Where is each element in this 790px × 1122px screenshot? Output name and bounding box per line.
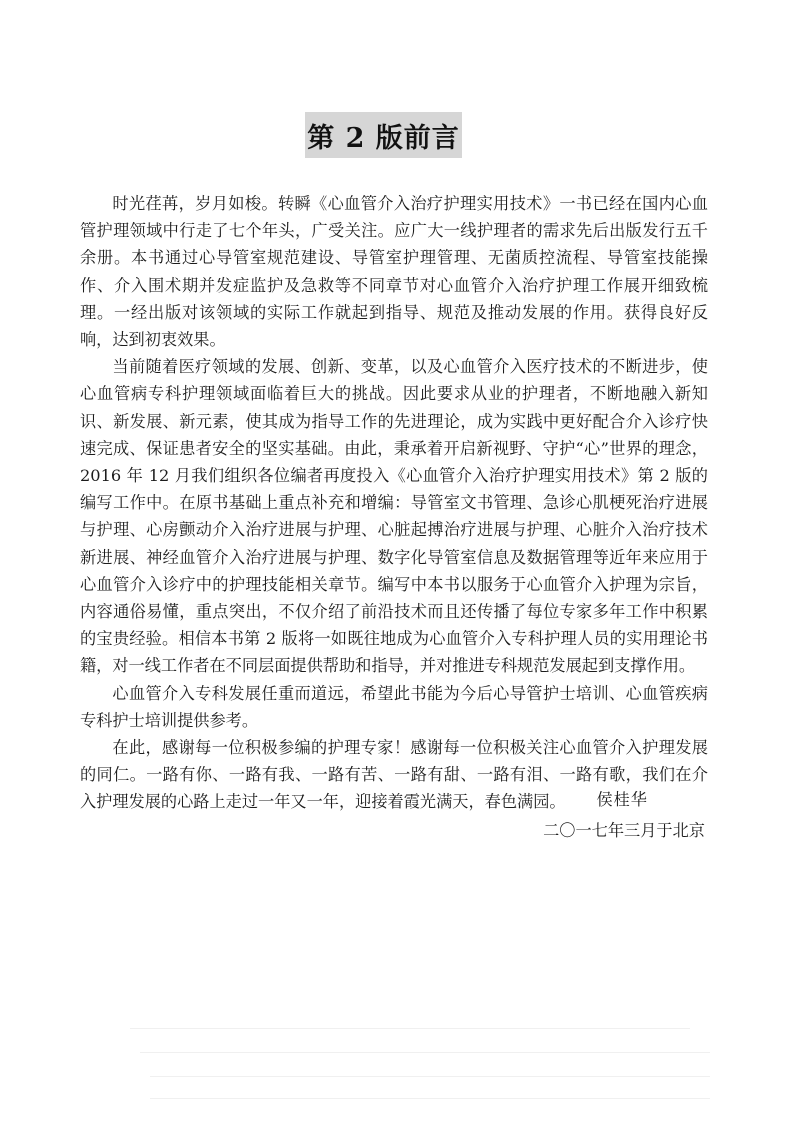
bleed-line — [130, 1028, 690, 1029]
page-bleed-through — [130, 1020, 720, 1110]
paragraph-1: 时光荏苒，岁月如梭。转瞬《心血管介入治疗护理实用技术》一书已经在国内心血管护理领域中行走了七个年头，广受关注。应广大一线护理者的需求先后出版发行五千余册。本书通过心导管室规范建设、导管室护理管理、无菌质控流程、导管室技能操作、介入围术期并发症监护及急救等不同章节对心血管介入治疗护理工作展开细致梳理。一经出版对该领域的实际工作就起到指导、规范及推动发展的作用。获得良好反响，达到初衷效果。 — [80, 194, 708, 350]
paragraph-2: 当前随着医疗领域的发展、创新、变革，以及心血管介入医疗技术的不断进步，使心血管病专科护理领域面临着巨大的挑战。因此要求从业的护理者，不断地融入新知识、新发展、新元素，使其成为指导工作的先进理论，成为实践中更好配合介入诊疗快速完成、保证患者安全的坚实基础。由此，秉承着开启新视野、守护“心”世界的理念，2016 年 12 月我们组织各位编者再度投入《心血管介入治疗护理实用技术》第 2 版的编写工作中。在原书基础上重点补充和增编：导管室文书管理、急诊心肌梗死治疗进展与护理、心房颤动介入治疗进展与护理、心脏起搏治疗进展与护理、心脏介入治疗技术新进展、神经血管介入治疗进展与护理、数字化导管室信息及数据管理等近年来应用于心血管介入诊疗中的护理技能相关章节。编写中本书以服务于心血管介入护理为宗旨，内容通俗易懂，重点突出，不仅介绍了前沿技术而且还传播了每位专家多年工作中积累的宝贵经验。相信本书第 2 版将一如既往地成为心血管介入专科护理人员的实用理论书籍，对一线工作者在不同层面提供帮助和指导，并对推进专科规范发展起到支撑作用。 — [80, 357, 708, 676]
author-signature: 侯桂华 — [596, 790, 648, 809]
preface-body — [80, 190, 708, 816]
bleed-line — [150, 1076, 710, 1077]
title-banner — [305, 112, 462, 158]
paragraph-3: 心血管介入专科发展任重而道远，希望此书能为今后心导管护士培训、心血管疾病专科护士培训提供参考。 — [80, 683, 708, 730]
bleed-line — [150, 1098, 710, 1099]
page-title: 第 2 版前言 — [307, 122, 460, 154]
paragraph-4: 在此，感谢每一位积极参编的护理专家！感谢每一位积极关注心血管介入护理发展的同仁。一路有你、一路有我、一路有苦、一路有甜、一路有泪、一路有歌，我们在介入护理发展的心路上走过一年又一年，迎接着霞光满天，春色满园。 — [80, 738, 708, 812]
bleed-line — [140, 1052, 710, 1053]
date-place: 二〇一七年三月于北京 — [543, 821, 705, 840]
